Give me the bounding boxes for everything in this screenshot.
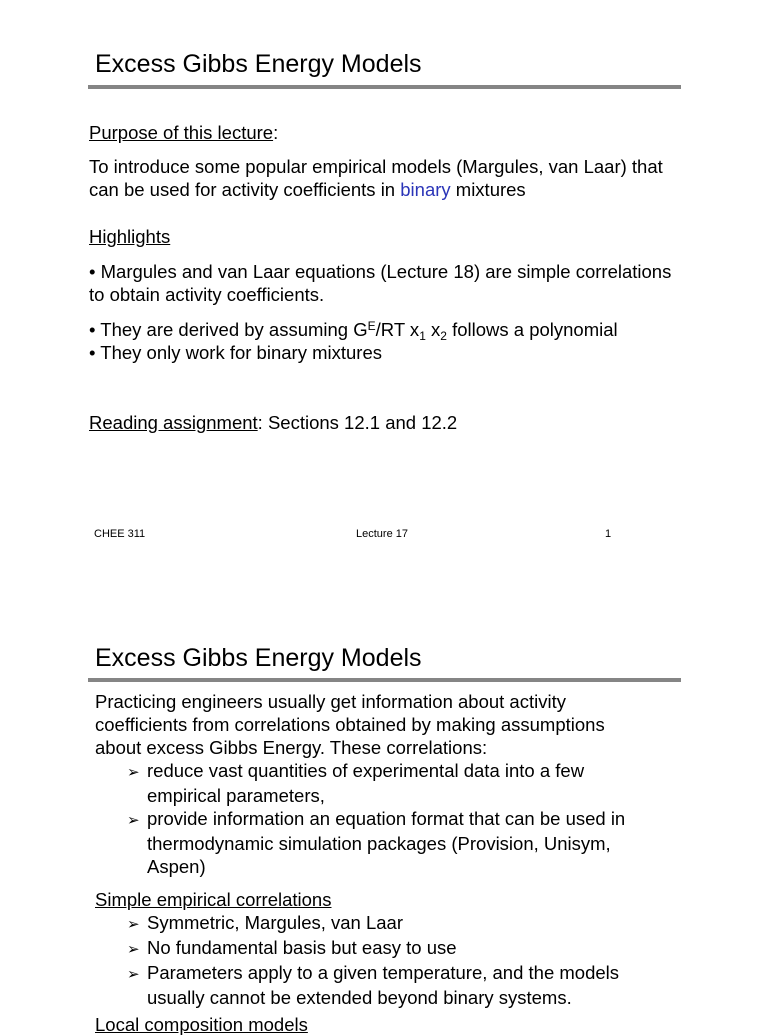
list-item: ➢ Symmetric, Margules, van Laar [95,911,619,936]
arrow-bullet-icon: ➢ [127,812,140,829]
slide-2 [0,620,768,1035]
arrow-bullet-icon: ➢ [127,764,140,781]
local-composition-heading: Local composition models [95,1014,308,1035]
list-item: ➢ No fundamental basis but easy to use [95,936,619,961]
highlights-heading: Highlights [89,226,171,247]
title-divider [88,678,681,682]
arrow-bullet-icon: ➢ [127,966,140,983]
list-item: ➢ reduce vast quantities of experimental data into a few [95,759,625,784]
arrow-bullet-icon: ➢ [127,941,140,958]
footer-lecture: Lecture 17 [356,528,408,540]
footer-course: CHEE 311 [94,528,146,540]
list-item: ➢ provide information an equation format that can be used in [95,807,625,832]
purpose-text: To introduce some popular empirical models (Margules, van Laar) that can be used for activity coefficients in binary mixtures [89,156,663,200]
title-divider [88,85,681,89]
slide-title: Excess Gibbs Energy Models [95,50,422,78]
reading-assignment: Reading assignment: Sections 12.1 and 12.2 [89,412,458,433]
slide-title: Excess Gibbs Energy Models [95,644,422,672]
purpose-heading: Purpose of this lecture [89,122,274,143]
simple-correlations-section: Simple empirical correlations ➢ Symmetric, Margules, van Laar ➢ No fundamental basis but easy to use ➢ Parameters apply to a given temperature, and the models usually cannot be extended beyond binary systems. Local composition models [95,889,620,1035]
binary-highlight: binary [400,179,451,200]
simple-correlations-heading: Simple empirical correlations [95,889,332,910]
reading-heading: Reading assignment [89,412,258,433]
footer-page-number: 1 [605,528,612,540]
purpose-heading-line: Purpose of this lecture: [89,122,279,143]
arrow-bullet-icon: ➢ [127,916,140,933]
list-item: ➢ Parameters apply to a given temperature, and the models [95,961,619,986]
highlight-item-2: • They are derived by assuming $G^E/RT$ $x_1$ $x_2$ follows a polynomial [89,319,618,343]
highlight-item-1: • Margules and van Laar equations (Lecture 18) are simple correlations to obtain activity coefficients. [89,261,672,305]
intro-paragraph: Practicing engineers usually get information about activity coefficients from correlations obtained by making assumptions about excess Gibbs Energy. These correlations: ➢ reduce vast quantities of experimental data into a few empirical parameters, ➢ provide information an equation format that can be used in thermodynamic simulation packages (Provision, Unisym, Aspen) [95,691,626,877]
highlight-item-3: • They only work for binary mixtures [89,342,382,363]
